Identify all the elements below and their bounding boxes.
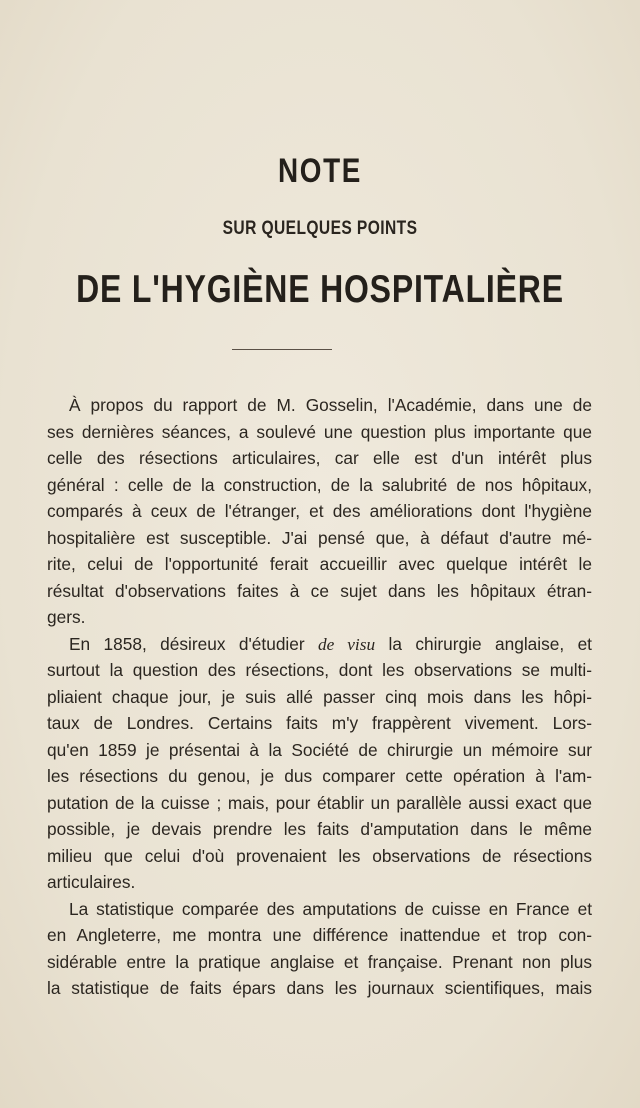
text-line: hospitalière est susceptible. J'ai pensé que, à défaut d'autre mé-	[47, 527, 592, 548]
text-line: gers.	[47, 607, 86, 627]
text-line: taux de Londres. Certains faits m'y frappèrent vivement. Lors-	[47, 713, 592, 733]
text-line: ses dernières séances, a soulevé une question plus importante que	[47, 421, 592, 442]
text-line: en Angleterre, me montra une différence inattendue et trop con-	[47, 925, 592, 945]
text-line: celle des résections articulaires, car elle est d'un intérêt plus	[47, 448, 592, 468]
text-line: À propos du rapport de M. Gosselin, l'Académie, dans une de	[69, 395, 592, 415]
paragraph-1	[47, 392, 592, 631]
text-segment: En 1858, désireux d'étudier	[69, 633, 319, 654]
text-line: qu'en 1859 je présentai à la Société de chirurgie un mémoire sur	[47, 739, 592, 760]
text-line	[47, 631, 592, 658]
main-title-heading: DE L'HYGIÈNE HOSPITALIÈRE	[76, 268, 564, 311]
text-line: rite, celui de l'opportunité ferait accueillir avec quelque intérêt le	[47, 554, 592, 574]
note-heading: NOTE	[277, 152, 362, 190]
text-line: possible, je devais prendre les faits d'amputation dans le même	[47, 819, 592, 839]
text-segment: la chirurgie anglaise, et	[375, 633, 592, 654]
emphasis-text: de visu	[318, 634, 376, 654]
text-line: articulaires.	[47, 872, 136, 892]
paragraph-2	[47, 631, 592, 896]
text-line: la statistique de faits épars dans les journaux scientifiques, mais	[47, 978, 592, 998]
text-line: sidérable entre la pratique anglaise et française. Prenant non plus	[47, 951, 592, 972]
paragraph-3	[47, 896, 592, 1002]
text-line: pliaient chaque jour, je suis allé passer cinq mois dans les hôpi-	[47, 686, 592, 707]
text-line: général : celle de la construction, de la salubrité de nos hôpitaux,	[47, 474, 592, 495]
text-line: putation de la cuisse ; mais, pour établir un parallèle aussi exact que	[47, 792, 592, 813]
text-line: résultat d'observations faites à ce sujet dans les hôpitaux étran-	[47, 580, 592, 601]
horizontal-rule	[232, 349, 332, 350]
text-line: les résections du genou, je dus comparer cette opération à l'am-	[47, 766, 592, 786]
text-line: La statistique comparée des amputations de cuisse en France et	[69, 898, 592, 919]
text-line: comparés à ceux de l'étranger, et des améliorations dont l'hygiène	[47, 501, 592, 521]
subtitle-heading: SUR QUELQUES POINTS	[222, 218, 418, 239]
body-text	[47, 392, 592, 1002]
text-line: milieu que celui d'où provenaient les observations de résections	[47, 845, 592, 866]
text-line: surtout la question des résections, dont les observations se multi-	[47, 660, 592, 680]
